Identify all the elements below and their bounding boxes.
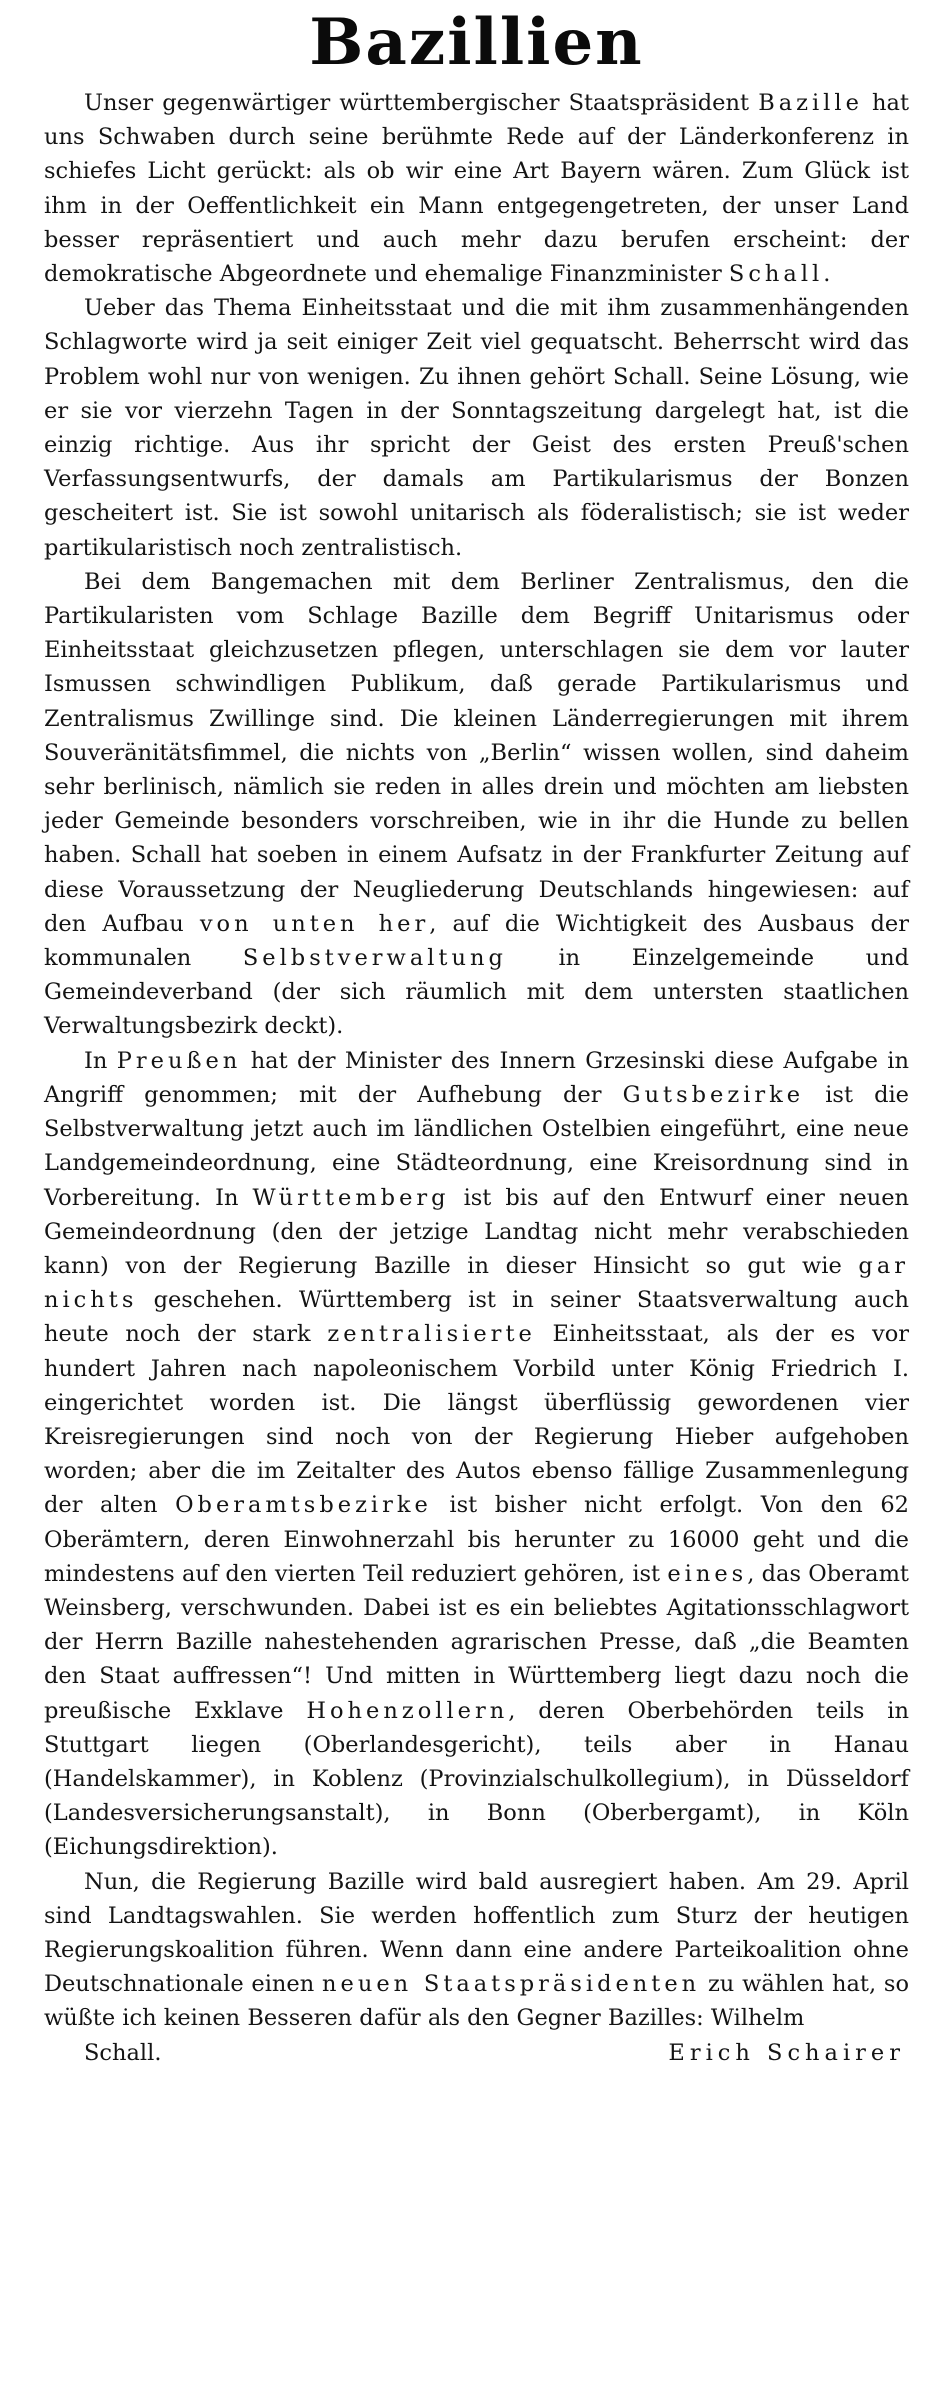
paragraph-text: Bei dem Bangemachen mit dem Berliner Zentralismus, den die Partikularisten vom Schlage Bazille dem Begriff Unitarismus oder Einheitsstaat gleichzusetzen pflegen, unterschlagen sie dem vor lauter Ismussen schwindligen Publikum, daß gerade Partikularismus und Zentralismus Zwillinge sind. Die kleinen Länderregierungen mit ihrem Souveränitätsfimmel, die nichts von „Berlin“ wissen wollen, sind daheim sehr berlinisch, nämlich sie reden in alles drein und möchten am liebsten jeder Gemeinde besonders vorschreiben, wie in ihr die Hunde zu bellen haben. Schall hat soeben in einem Aufsatz in der Frankfurter Zeitung auf diese Voraussetzung der Neugliederung Deutschlands hingewiesen: auf den Aufbau [44, 568, 909, 937]
article-paragraph [44, 291, 909, 565]
article-paragraph [44, 86, 909, 291]
paragraph-text: , deren Oberbehörden teils in Stuttgart liegen (Oberlandesgericht), teils aber in Hanau (Handelskammer), in Koblenz (Provinzialschulkollegium), in Düsseldorf (Landesversicherungsanstalt), in Bonn (Oberbergamt), in Köln (Eichungsdirektion). [44, 1697, 909, 1861]
paragraph-text: hat uns Schwaben durch seine berühmte Rede auf der Länderkonferenz in schiefes Licht gerückt: als ob wir eine Art Bayern wären. Zum Glück ist ihm in der Oeffentlichkeit ein Mann entgegengetreten, der unser Land besser repräsentiert und auch mehr dazu berufen erscheint: der demokratische Abgeordnete und ehemalige Finanzminister [44, 90, 909, 288]
emphasized-text: Gutsbezirke [622, 1081, 805, 1108]
article-paragraph [44, 565, 909, 1044]
paragraph-text: zu wählen hat, so wüßte ich keinen Besseren dafür als den Gegner Bazilles: Wilhelm [44, 1971, 909, 2032]
emphasized-text: Schall [728, 261, 824, 288]
article-paragraph [44, 1865, 909, 2036]
paragraph-text: Nun, die Regierung Bazille wird bald ausregiert haben. Am 29. April sind Landtagswahlen. Sie werden hoffentlich zum Sturz der heutigen Regierungskoalition führen. Wenn dann eine andere Parteikoalition ohne Deutschnationale einen [44, 1868, 909, 1998]
paragraph-text: , das Oberamt Weinsberg, verschwunden. Dabei ist es ein beliebtes Agitationsschlagwort der Herrn Bazille nahestehenden agrarischen Presse, daß „die Beamten den Staat auffressen“! Und mitten in Württemberg liegt dazu noch die preußische Exklave [44, 1560, 909, 1724]
paragraph-text: ist die Selbstverwaltung jetzt auch im ländlichen Ostelbien eingeführt, eine neue Landgemeindeordnung, eine Städteordnung, eine Kreisordnung sind in Vorbereitung. In [44, 1081, 909, 1211]
closing-word: Schall. [84, 2039, 162, 2066]
emphasized-text: zentralisierte [327, 1321, 536, 1348]
article-body [44, 86, 909, 2036]
paragraph-text: in Einzelgemeinde und Gemeindeverband (der sich räumlich mit dem untersten staatlichen Verwaltungsbezirk deckt). [44, 945, 909, 1040]
emphasized-text: Selbstverwaltung [242, 945, 507, 972]
paragraph-text: Einheitsstaat, als der es vor hundert Jahren nach napoleonischem Vorbild unter König Friedrich I. eingerichtet worden ist. Die längst überflüssig gewordenen vier Kreisregierungen sind noch von der Regierung Hieber aufgehoben worden; aber die im Zeitalter des Autos ebenso fällige Zusammenlegung der alten [44, 1321, 909, 1519]
article-paragraph [44, 1044, 909, 1865]
paragraph-text: , auf die Wichtigkeit des Ausbaus der kommunalen [44, 910, 909, 972]
author-byline: Erich Schairer [668, 2039, 905, 2066]
paragraph-text: hat der Minister des Innern Grzesinski diese Aufgabe in Angriff genommen; mit der Aufhebung der [44, 1047, 909, 1108]
paragraph-text: Ueber das Thema Einheitsstaat und die mit ihm zusammenhängenden Schlagworte wird ja seit einiger Zeit viel gequatscht. Beherrscht wird das Problem wohl nur von wenigen. Zu ihnen gehört Schall. Seine Lösung, wie er sie vor vierzehn Tagen in der Sonntagszeitung dargelegt hat, ist die einzig richtige. Aus ihr spricht der Geist des ersten Preuß'schen Verfassungsentwurfs, der damals am Partikularismus der Bonzen gescheitert ist. Sie ist sowohl unitarisch als föderalistisch; sie ist weder partikularistisch noch zentralistisch. [44, 295, 909, 561]
paragraph-text: ist bis auf den Entwurf einer neuen Gemeindeordnung (den der jetzige Landtag nicht mehr verabschieden kann) von der Regierung Bazille in dieser Hinsicht so gut wie [44, 1184, 910, 1279]
paragraph-text: In [84, 1047, 117, 1074]
emphasized-text: von unten her [199, 910, 430, 937]
emphasized-text: Hohenzollern [306, 1697, 509, 1724]
emphasized-text: Württemberg [252, 1184, 450, 1211]
emphasized-text: Bazille [758, 90, 863, 116]
emphasized-text: eines [667, 1560, 748, 1587]
paragraph-text: geschehen. Württemberg ist in seiner Staatsverwaltung auch heute noch der stark [44, 1287, 909, 1348]
emphasized-text: Oberamtsbezirke [175, 1492, 432, 1519]
paragraph-text: . [823, 261, 831, 288]
article-headline: Bazillien [309, 5, 644, 80]
emphasized-text: neuen Staatspräsidenten [322, 1971, 701, 1998]
emphasized-text: gar nichts [44, 1252, 909, 1314]
paragraph-text: ist bisher nicht erfolgt. Von den 62 Oberämtern, deren Einwohnerzahl bis herunter zu 16000 geht und die mindestens auf den vierten Teil reduziert gehören, ist [44, 1492, 909, 1587]
article-closing-line [44, 2036, 909, 2070]
paragraph-text: Unser gegenwärtiger württembergischer Staatspräsident [84, 90, 759, 116]
emphasized-text: Preußen [116, 1047, 242, 1074]
